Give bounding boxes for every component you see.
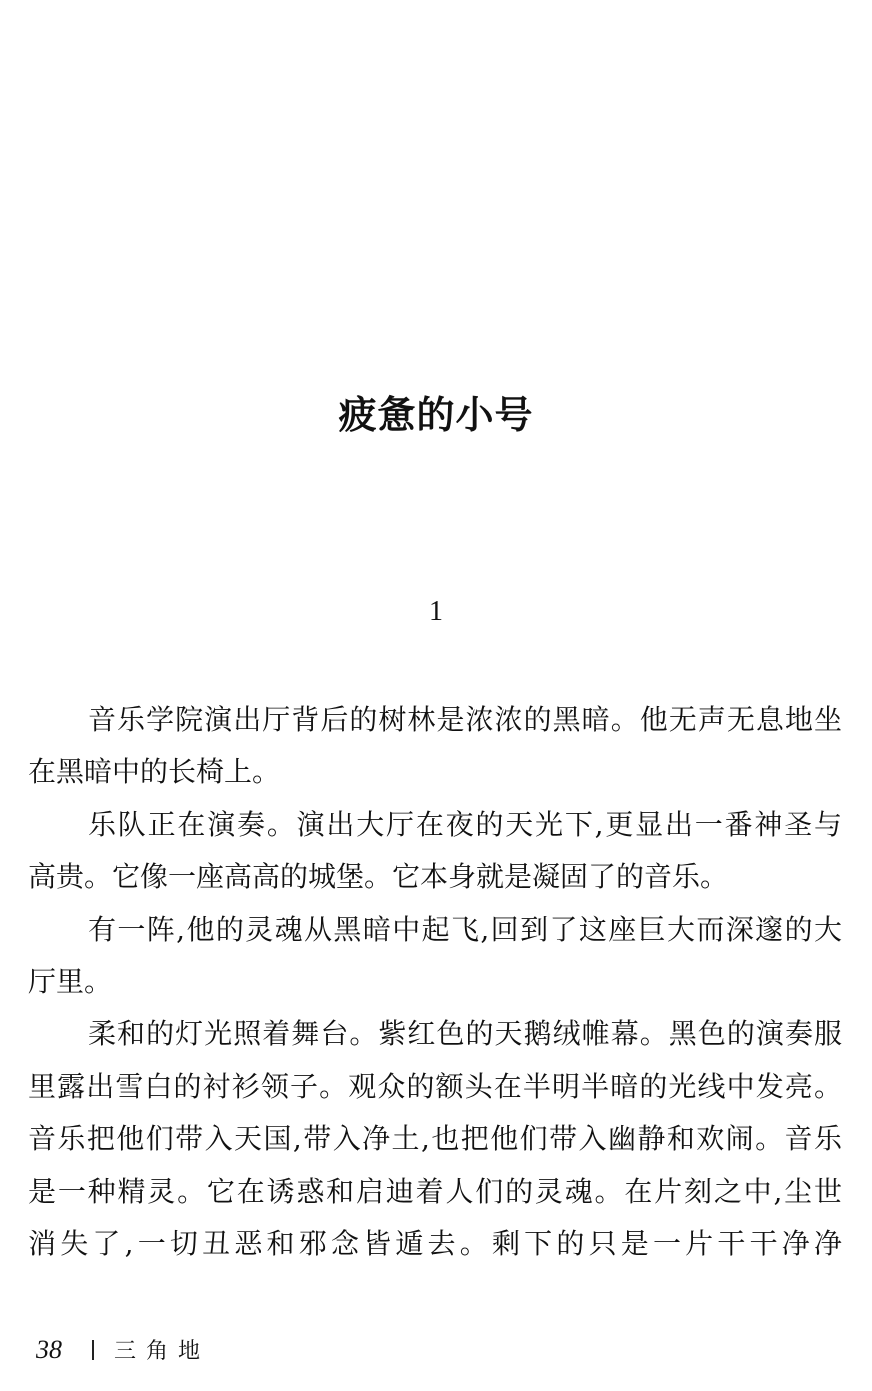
text-line: 里露出雪白的衬衫领子。观众的额头在半明半暗的光线中发亮。 (28, 1069, 842, 1103)
text-line: 高贵。它像一座高高的城堡。它本身就是凝固了的音乐。 (28, 860, 729, 894)
book-title: 三角地 (114, 1339, 211, 1364)
body-text (28, 700, 842, 1276)
text-line: 柔和的灯光照着舞台。紫红色的天鹅绒帷幕。黑色的演奏服 (88, 1017, 842, 1051)
chapter-title: 疲惫的小号 (338, 393, 534, 437)
text-line: 厅里。 (28, 964, 113, 998)
text-line: 在黑暗中的长椅上。 (28, 755, 281, 789)
footer-divider (92, 1340, 94, 1360)
page-number: 38 (36, 1334, 62, 1364)
page-footer (36, 1334, 210, 1365)
section-number: 1 (429, 596, 443, 627)
text-line: 音乐学院演出厅背后的树林是浓浓的黑暗。他无声无息地坐 (88, 703, 842, 736)
text-line: 乐队正在演奏。演出大厅在夜的天光下,更显出一番神圣与 (88, 807, 842, 841)
text-line: 是一种精灵。它在诱惑和启迪着人们的灵魂。在片刻之中,尘世 (28, 1174, 842, 1208)
text-line: 有一阵,他的灵魂从黑暗中起飞,回到了这座巨大而深邃的大 (88, 912, 842, 946)
text-line: 消失了,一切丑恶和邪念皆遁去。剩下的只是一片干干净净 (28, 1226, 842, 1260)
text-line: 音乐把他们带入天国,带入净土,也把他们带入幽静和欢闹。音乐 (28, 1122, 842, 1156)
